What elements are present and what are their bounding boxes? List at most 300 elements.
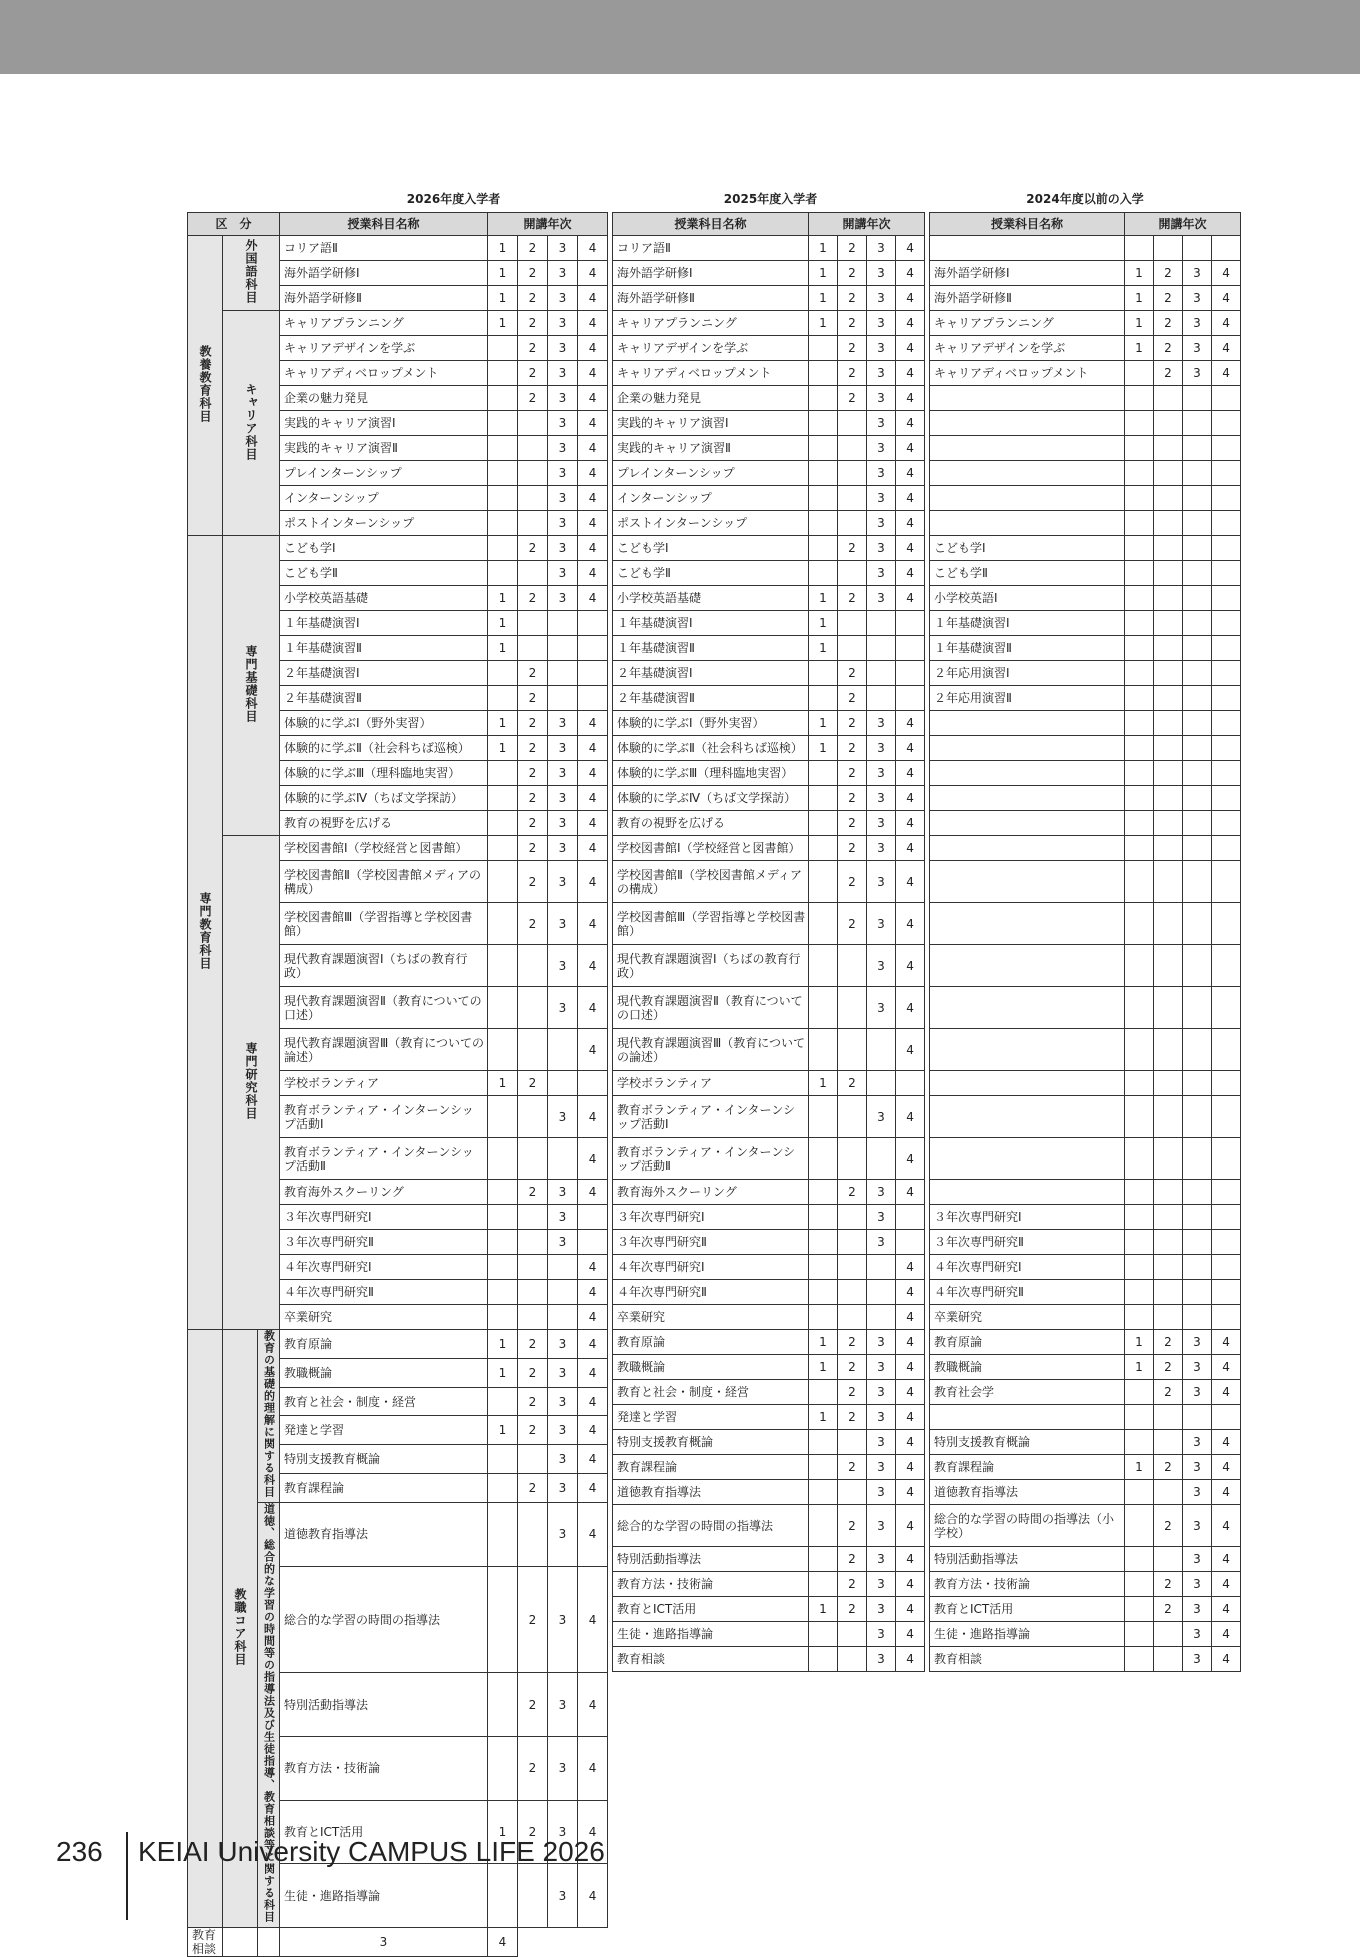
- year-cell: [1154, 1255, 1183, 1280]
- year-cell: [1212, 486, 1241, 511]
- table-row: [930, 1205, 1241, 1230]
- year-cell: 4: [578, 1280, 608, 1305]
- year-cell: 3: [1183, 1355, 1212, 1380]
- course-name: 現代教育課題演習Ⅲ（教育についての論述）: [280, 1029, 488, 1071]
- year-cell: [1183, 736, 1212, 761]
- year-cell: [838, 1029, 867, 1071]
- year-cell: [1212, 1305, 1241, 1330]
- course-name: 体験的に学ぶⅡ（社会科ちば巡検）: [280, 736, 488, 761]
- table-row: [930, 1230, 1241, 1255]
- year-cell: 3: [867, 261, 896, 286]
- year-cell: [1154, 1071, 1183, 1096]
- year-cell: 1: [809, 1330, 838, 1355]
- table-row: [930, 261, 1241, 286]
- course-name: 卒業研究: [930, 1305, 1125, 1330]
- table-row: [613, 586, 925, 611]
- year-cell: 3: [548, 987, 578, 1029]
- year-cell: 2: [1154, 1380, 1183, 1405]
- year-cell: [1125, 1405, 1154, 1430]
- year-cell: 4: [1212, 1597, 1241, 1622]
- year-cell: [1212, 861, 1241, 903]
- year-cell: [1212, 1405, 1241, 1430]
- year-cell: 1: [488, 1416, 518, 1445]
- course-name: [930, 836, 1125, 861]
- year-cell: [1125, 1597, 1154, 1622]
- year-cell: 4: [578, 811, 608, 836]
- year-cell: [1125, 236, 1154, 261]
- course-name: 実践的キャリア演習Ⅰ: [613, 411, 809, 436]
- table-row: [613, 686, 925, 711]
- year-cell: [1154, 761, 1183, 786]
- year-cell: 3: [548, 736, 578, 761]
- course-name: 生徒・進路指導論: [930, 1622, 1125, 1647]
- year-cell: 2: [518, 386, 548, 411]
- year-cell: [1183, 561, 1212, 586]
- year-cell: [809, 1205, 838, 1230]
- year-cell: [548, 636, 578, 661]
- course-name: [930, 1180, 1125, 1205]
- course-name: 教育課程論: [280, 1474, 488, 1503]
- year-cell: [1125, 711, 1154, 736]
- course-name: １年基礎演習Ⅱ: [613, 636, 809, 661]
- year-cell: [578, 611, 608, 636]
- year-cell: 4: [578, 1180, 608, 1205]
- year-cell: [1183, 436, 1212, 461]
- year-cell: 1: [809, 611, 838, 636]
- year-cell: [488, 336, 518, 361]
- year-cell: 4: [896, 945, 925, 987]
- year-cell: [548, 611, 578, 636]
- heading-2026: 2026年度入学者: [406, 192, 501, 206]
- category-kiso-rikai: [258, 1330, 280, 1503]
- year-cell: [1183, 611, 1212, 636]
- year-cell: 4: [896, 1622, 925, 1647]
- course-header: 授業科目名称: [613, 213, 809, 236]
- year-cell: [809, 1622, 838, 1647]
- year-cell: [518, 1305, 548, 1330]
- year-cell: [867, 636, 896, 661]
- course-name: ポストインターンシップ: [613, 511, 809, 536]
- course-name: 学校図書館Ⅲ（学習指導と学校図書館）: [280, 903, 488, 945]
- year-cell: 4: [578, 361, 608, 386]
- table-row: [613, 987, 925, 1029]
- year-cell: 3: [867, 736, 896, 761]
- table-row: [930, 336, 1241, 361]
- year-cell: 1: [809, 261, 838, 286]
- table-row: [930, 861, 1241, 903]
- year-cell: 4: [896, 786, 925, 811]
- course-name: 体験的に学ぶⅠ（野外実習）: [280, 711, 488, 736]
- year-cell: [867, 686, 896, 711]
- year-cell: [1125, 461, 1154, 486]
- year-cell: [867, 611, 896, 636]
- year-cell: 2: [518, 1474, 548, 1503]
- year-cell: [1154, 661, 1183, 686]
- page-footer: [56, 1836, 605, 1868]
- table-row: [930, 1029, 1241, 1071]
- year-cell: [1125, 1230, 1154, 1255]
- year-cell: [838, 1230, 867, 1255]
- course-name: 教育ボランティア・インターンシップ活動Ⅰ: [280, 1096, 488, 1138]
- year-cell: [548, 661, 578, 686]
- year-cell: 2: [1154, 1505, 1183, 1547]
- year-cell: [1212, 536, 1241, 561]
- year-cell: 4: [896, 1255, 925, 1280]
- year-cell: [518, 1503, 548, 1567]
- category-label: 教職コア科目: [233, 1588, 247, 1666]
- year-cell: 3: [867, 311, 896, 336]
- year-cell: [1125, 1505, 1154, 1547]
- course-name: 卒業研究: [613, 1305, 809, 1330]
- year-cell: 4: [896, 1305, 925, 1330]
- year-cell: 3: [867, 786, 896, 811]
- course-name: ４年次専門研究Ⅰ: [613, 1255, 809, 1280]
- year-cell: 2: [838, 836, 867, 861]
- year-cell: [1125, 811, 1154, 836]
- course-name: 小学校英語Ⅰ: [930, 586, 1125, 611]
- year-cell: 4: [896, 511, 925, 536]
- table-row: [613, 1205, 925, 1230]
- course-name: キャリアプランニング: [613, 311, 809, 336]
- year-cell: 1: [809, 1355, 838, 1380]
- year-cell: 3: [548, 1864, 578, 1928]
- year-cell: 1: [488, 736, 518, 761]
- year-cell: [1212, 987, 1241, 1029]
- table-row: [613, 1547, 925, 1572]
- year-cell: 3: [867, 1180, 896, 1205]
- year-cell: 1: [488, 711, 518, 736]
- years-header: 開講年次: [488, 213, 608, 236]
- year-cell: [518, 561, 548, 586]
- year-cell: [1212, 903, 1241, 945]
- year-cell: 4: [578, 1387, 608, 1416]
- year-cell: [1183, 1138, 1212, 1180]
- year-cell: [488, 461, 518, 486]
- year-cell: [1212, 1255, 1241, 1280]
- table-row: [930, 1280, 1241, 1305]
- year-cell: 1: [809, 711, 838, 736]
- year-cell: [1183, 836, 1212, 861]
- table-row: [930, 561, 1241, 586]
- year-cell: 4: [578, 1416, 608, 1445]
- year-cell: 4: [1212, 286, 1241, 311]
- course-name: インターンシップ: [280, 486, 488, 511]
- year-cell: [1183, 786, 1212, 811]
- year-cell: [548, 1138, 578, 1180]
- year-cell: [518, 636, 548, 661]
- course-name: 学校ボランティア: [613, 1071, 809, 1096]
- year-cell: [258, 1928, 280, 1957]
- year-cell: 3: [867, 861, 896, 903]
- table-row: [613, 811, 925, 836]
- year-cell: [488, 1029, 518, 1071]
- course-name: 体験的に学ぶⅣ（ちば文学探訪）: [613, 786, 809, 811]
- year-cell: [809, 1280, 838, 1305]
- year-cell: [1125, 1572, 1154, 1597]
- year-cell: 4: [578, 561, 608, 586]
- year-cell: 3: [548, 711, 578, 736]
- year-cell: [838, 1647, 867, 1672]
- category-label: 専門基礎科目: [244, 645, 258, 723]
- year-cell: 3: [867, 811, 896, 836]
- year-cell: [809, 686, 838, 711]
- year-cell: 3: [867, 1096, 896, 1138]
- year-cell: [809, 987, 838, 1029]
- year-cell: [488, 411, 518, 436]
- category-label: 専門研究科目: [244, 1042, 258, 1120]
- year-cell: 4: [896, 761, 925, 786]
- course-name: [930, 945, 1125, 987]
- year-cell: 1: [809, 1405, 838, 1430]
- table-row: [613, 236, 925, 261]
- year-cell: 1: [809, 236, 838, 261]
- year-cell: 3: [1183, 1505, 1212, 1547]
- year-cell: 3: [867, 987, 896, 1029]
- year-cell: 4: [578, 1864, 608, 1928]
- year-cell: 4: [578, 1029, 608, 1071]
- year-cell: [809, 361, 838, 386]
- course-name: 実践的キャリア演習Ⅰ: [280, 411, 488, 436]
- course-name: キャリアディベロップメント: [280, 361, 488, 386]
- course-name: 企業の魅力発見: [613, 386, 809, 411]
- year-cell: [1183, 1071, 1212, 1096]
- year-cell: 3: [1183, 261, 1212, 286]
- heading-2025: 2025年度入学者: [723, 192, 818, 206]
- course-name: 海外語学研修Ⅱ: [280, 286, 488, 311]
- course-name: [930, 511, 1125, 536]
- table-row: [613, 386, 925, 411]
- year-cell: [1125, 903, 1154, 945]
- year-cell: 4: [896, 411, 925, 436]
- year-cell: [1154, 1647, 1183, 1672]
- year-cell: 3: [867, 1205, 896, 1230]
- year-cell: [1125, 945, 1154, 987]
- year-cell: 4: [578, 1474, 608, 1503]
- year-cell: [838, 486, 867, 511]
- table-row: [930, 1330, 1241, 1355]
- year-cell: 2: [838, 1547, 867, 1572]
- year-cell: 2: [838, 1180, 867, 1205]
- course-name: 海外語学研修Ⅰ: [613, 261, 809, 286]
- year-cell: 2: [1154, 286, 1183, 311]
- year-cell: [838, 636, 867, 661]
- course-name: キャリアプランニング: [930, 311, 1125, 336]
- course-name: 小学校英語基礎: [613, 586, 809, 611]
- year-cell: [488, 536, 518, 561]
- year-cell: [838, 1096, 867, 1138]
- year-cell: 4: [896, 1280, 925, 1305]
- table-row: [930, 1405, 1241, 1430]
- year-cell: 1: [1125, 1355, 1154, 1380]
- top-banner: [0, 0, 1360, 74]
- course-name: 総合的な学習の時間の指導法（小学校）: [930, 1505, 1125, 1547]
- year-cell: [1125, 987, 1154, 1029]
- year-cell: [1183, 686, 1212, 711]
- year-cell: 4: [578, 1138, 608, 1180]
- table-row: [613, 1096, 925, 1138]
- year-cell: [809, 511, 838, 536]
- year-cell: 4: [1212, 1355, 1241, 1380]
- year-cell: 2: [838, 536, 867, 561]
- year-cell: 4: [578, 861, 608, 903]
- year-cell: 2: [838, 686, 867, 711]
- course-name: [930, 486, 1125, 511]
- year-cell: 3: [1183, 336, 1212, 361]
- year-cell: 2: [1154, 336, 1183, 361]
- year-cell: 2: [1154, 1355, 1183, 1380]
- year-cell: [838, 1430, 867, 1455]
- course-name: 体験的に学ぶⅠ（野外実習）: [613, 711, 809, 736]
- year-cell: 3: [867, 286, 896, 311]
- year-cell: [1183, 1255, 1212, 1280]
- course-name: 教育社会学: [930, 1380, 1125, 1405]
- year-cell: [1183, 236, 1212, 261]
- year-cell: [809, 1647, 838, 1672]
- year-cell: 1: [809, 636, 838, 661]
- table-row: [613, 611, 925, 636]
- heading-2024: 2024年度以前の入学: [1026, 192, 1144, 206]
- year-cell: 1: [1125, 1330, 1154, 1355]
- year-cell: 1: [488, 286, 518, 311]
- table-row: [930, 1480, 1241, 1505]
- year-cell: [488, 1445, 518, 1474]
- year-cell: 4: [578, 1673, 608, 1737]
- year-cell: [488, 386, 518, 411]
- course-name: 教育課程論: [930, 1455, 1125, 1480]
- course-name: 教職概論: [613, 1355, 809, 1380]
- year-cell: [838, 1138, 867, 1180]
- table-row: [930, 1355, 1241, 1380]
- year-cell: 4: [896, 836, 925, 861]
- year-cell: 2: [838, 1572, 867, 1597]
- course-name: 現代教育課題演習Ⅱ（教育についての口述）: [613, 987, 809, 1029]
- year-cell: 1: [488, 636, 518, 661]
- year-cell: 3: [548, 1230, 578, 1255]
- year-cell: [1125, 1430, 1154, 1455]
- year-cell: [488, 1673, 518, 1737]
- year-cell: 1: [1125, 286, 1154, 311]
- course-name: ２年応用演習Ⅱ: [930, 686, 1125, 711]
- course-name: こども学Ⅱ: [613, 561, 809, 586]
- course-name: ３年次専門研究Ⅱ: [930, 1230, 1125, 1255]
- table-row: [613, 761, 925, 786]
- course-name: 教育と社会・制度・経営: [613, 1380, 809, 1405]
- table-2026: [187, 212, 608, 1957]
- year-cell: 2: [838, 861, 867, 903]
- year-cell: [1212, 561, 1241, 586]
- table-row: [613, 661, 925, 686]
- year-cell: [488, 811, 518, 836]
- year-cell: 4: [896, 261, 925, 286]
- table-row: [613, 1480, 925, 1505]
- course-name: [930, 1138, 1125, 1180]
- year-cell: [809, 1455, 838, 1480]
- year-cell: 2: [518, 361, 548, 386]
- year-cell: 3: [1183, 1647, 1212, 1672]
- course-name: 教育ボランティア・インターンシップ活動Ⅱ: [613, 1138, 809, 1180]
- table-row: [930, 761, 1241, 786]
- table-row: [930, 1071, 1241, 1096]
- year-cell: [488, 861, 518, 903]
- year-cell: 2: [518, 586, 548, 611]
- year-cell: 4: [578, 261, 608, 286]
- year-cell: 3: [867, 761, 896, 786]
- year-cell: 4: [896, 461, 925, 486]
- year-cell: 4: [896, 336, 925, 361]
- course-name: 教職概論: [930, 1355, 1125, 1380]
- year-cell: [1154, 1180, 1183, 1205]
- year-cell: [1125, 1180, 1154, 1205]
- year-cell: 2: [518, 736, 548, 761]
- course-name: 現代教育課題演習Ⅰ（ちばの教育行政）: [280, 945, 488, 987]
- course-name: 教育方法・技術論: [613, 1572, 809, 1597]
- year-cell: 2: [838, 311, 867, 336]
- year-cell: [867, 1071, 896, 1096]
- year-cell: 2: [838, 661, 867, 686]
- year-cell: [1125, 561, 1154, 586]
- year-cell: [809, 945, 838, 987]
- course-name: 学校ボランティア: [280, 1071, 488, 1096]
- year-cell: [1154, 1405, 1183, 1430]
- category-gaikoku: [223, 236, 280, 311]
- year-cell: 2: [518, 686, 548, 711]
- year-cell: [809, 903, 838, 945]
- year-cell: 2: [838, 1405, 867, 1430]
- course-name: こども学Ⅱ: [280, 561, 488, 586]
- table-row: [930, 1622, 1241, 1647]
- course-name: プレインターンシップ: [280, 461, 488, 486]
- year-cell: [1183, 411, 1212, 436]
- table-row: [930, 636, 1241, 661]
- year-cell: 4: [896, 1096, 925, 1138]
- year-cell: 4: [896, 1180, 925, 1205]
- year-cell: 3: [867, 1622, 896, 1647]
- table-row: [613, 261, 925, 286]
- year-cell: 4: [896, 1029, 925, 1071]
- category-label: 専門教育科目: [198, 892, 212, 970]
- year-cell: 4: [578, 711, 608, 736]
- year-cell: 4: [578, 1503, 608, 1567]
- year-cell: [809, 786, 838, 811]
- year-cell: [1125, 861, 1154, 903]
- table-row: [930, 736, 1241, 761]
- year-cell: 3: [548, 945, 578, 987]
- table-row: [613, 1255, 925, 1280]
- year-cell: [1154, 903, 1183, 945]
- year-cell: 3: [548, 511, 578, 536]
- course-name: 体験的に学ぶⅢ（理科臨地実習）: [613, 761, 809, 786]
- year-cell: [838, 945, 867, 987]
- course-name: [930, 236, 1125, 261]
- year-cell: [867, 1305, 896, 1330]
- course-name: 実践的キャリア演習Ⅱ: [613, 436, 809, 461]
- table-row: [930, 361, 1241, 386]
- table-row: [930, 411, 1241, 436]
- year-cell: [578, 1230, 608, 1255]
- course-name: 学校図書館Ⅰ（学校経営と図書館）: [280, 836, 488, 861]
- year-cell: [488, 511, 518, 536]
- year-cell: [1154, 987, 1183, 1029]
- year-cell: 2: [838, 261, 867, 286]
- course-name: 実践的キャリア演習Ⅱ: [280, 436, 488, 461]
- year-cell: 4: [896, 236, 925, 261]
- year-cell: 2: [838, 1355, 867, 1380]
- year-cell: 4: [896, 1380, 925, 1405]
- year-cell: 2: [518, 1387, 548, 1416]
- table-row: [613, 1647, 925, 1672]
- year-cell: [1125, 611, 1154, 636]
- table-row: [930, 611, 1241, 636]
